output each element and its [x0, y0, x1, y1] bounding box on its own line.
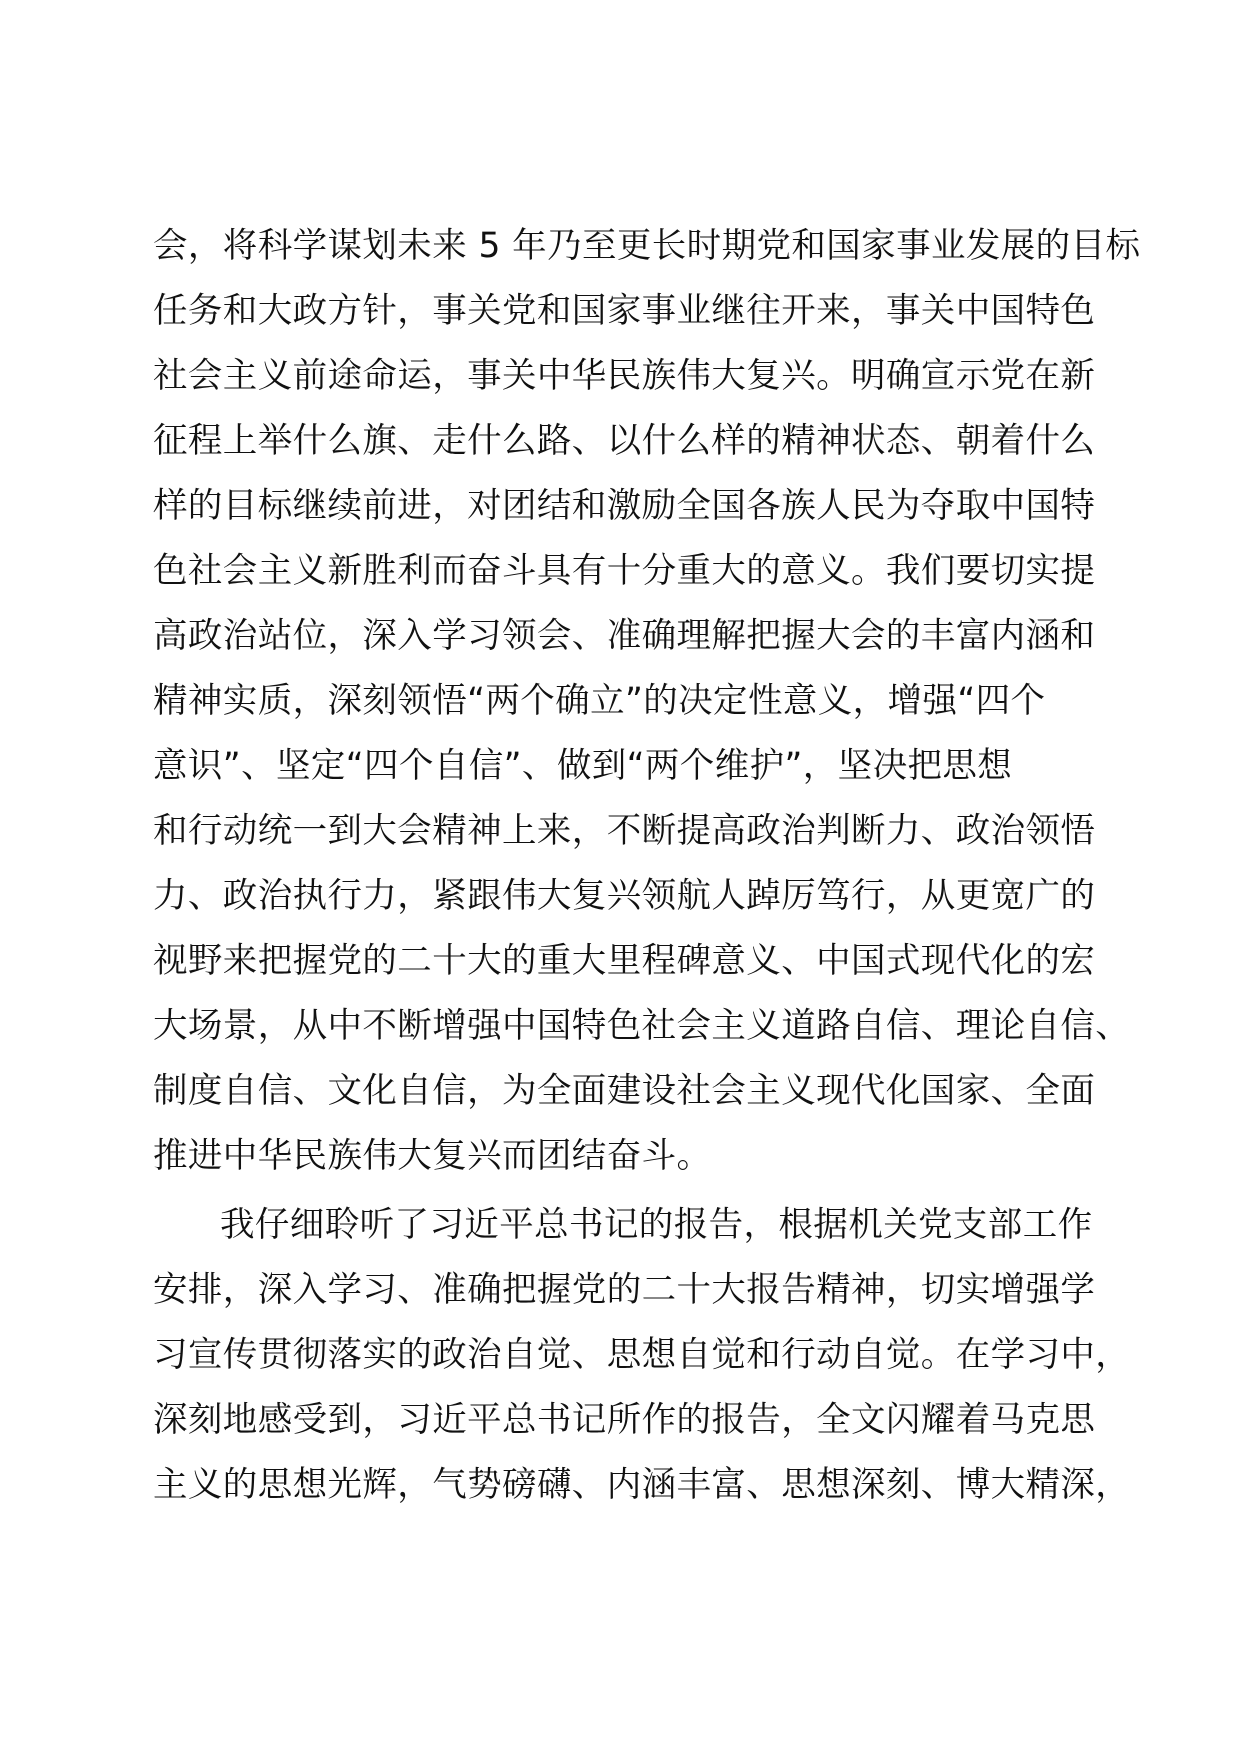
text-line: 视野来把握党的二十大的重大里程碑意义、中国式现代化的宏: [153, 941, 1096, 981]
text-line: 和行动统一到大会精神上来，不断提高政治判断力、政治领悟: [153, 811, 1096, 851]
text-line: 样的目标继续前进，对团结和激励全国各族人民为夺取中国特: [153, 486, 1096, 526]
text-line: 主义的思想光辉，气势磅礴、内涵丰富、思想深刻、博大精深，: [153, 1465, 1131, 1505]
text-line: 征程上举什么旗、走什么路、以什么样的精神状态、朝着什么: [153, 421, 1096, 461]
text-line: 意识”、坚定“四个自信”、做到“两个维护”，坚决把思想: [153, 746, 1013, 786]
paragraph-1: [153, 214, 1141, 1189]
text-line: 安排，深入学习、准确把握党的二十大报告精神，切实增强学: [153, 1270, 1096, 1310]
paragraph-2: [153, 1193, 1131, 1518]
text-line: 力、政治执行力，紧跟伟大复兴领航人踔厉笃行，从更宽广的: [153, 876, 1096, 916]
text-line: 精神实质，深刻领悟“两个确立”的决定性意义，增强“四个: [153, 681, 1046, 721]
text-line: 制度自信、文化自信，为全面建设社会主义现代化国家、全面: [153, 1071, 1096, 1111]
text-line: 推进中华民族伟大复兴而团结奋斗。: [153, 1136, 712, 1176]
text-line: 任务和大政方针，事关党和国家事业继往开来，事关中国特色: [153, 291, 1096, 331]
text-line: 我仔细聆听了习近平总书记的报告，根据机关党支部工作: [220, 1205, 1093, 1245]
body-text: [153, 214, 1141, 1518]
text-line: 大场景，从中不断增强中国特色社会主义道路自信、理论自信、: [153, 1006, 1131, 1046]
text-line: 习宣传贯彻落实的政治自觉、思想自觉和行动自觉。在学习中，: [153, 1335, 1131, 1375]
text-line: 色社会主义新胜利而奋斗具有十分重大的意义。我们要切实提: [153, 551, 1096, 591]
text-line: 社会主义前途命运，事关中华民族伟大复兴。明确宣示党在新: [153, 356, 1096, 396]
text-line: 深刻地感受到，习近平总书记所作的报告，全文闪耀着马克思: [153, 1400, 1096, 1440]
text-line: 会，将科学谋划未来 5 年乃至更长时期党和国家事业发展的目标: [153, 226, 1141, 266]
text-line: 高政治站位，深入学习领会、准确理解把握大会的丰富内涵和: [153, 616, 1096, 656]
